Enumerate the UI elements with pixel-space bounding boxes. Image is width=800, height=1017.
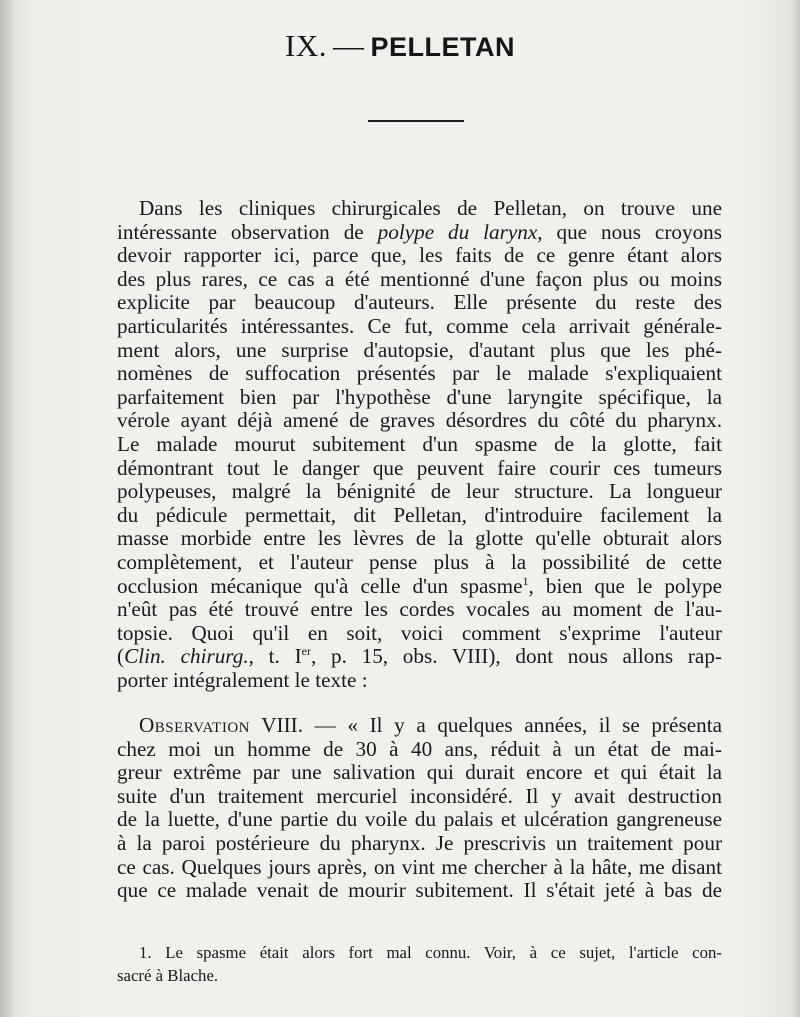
text-line: intéressante observation de polype du larynx, que nous croyons [117,219,723,244]
observation-label: Observation [139,713,251,737]
ordinal-suffix: er [301,644,311,659]
text-line: des plus rares, ce cas a été mentionné d'une façon plus ou moins [117,266,722,291]
text-line: devoir rapporter ici, parce que, les faits de ce genre étant alors [117,243,722,268]
text-line: chez moi un homme de 30 à 40 ans, réduit à un état de mai- [117,736,722,761]
chapter-heading [0,28,800,64]
text-line: (Clin. chirurg., t. Ier, p. 15, obs. VIII), dont nous allons rap- [117,644,722,669]
paragraph-observation [117,714,722,903]
page-binding-shadow [0,0,14,1017]
italic-citation: Clin. chirurg. [124,644,249,669]
footnote-line: sacré à Blache. [117,966,219,985]
footnote-marker: 1 [522,573,529,588]
text-line: parfaitement bien par l'hypothèse d'une laryngite spécifique, la [117,384,722,409]
text-line: à la paroi postérieure du pharynx. Je prescrivis un traitement pour [117,830,722,855]
text-line: Le malade mourut subitement d'un spasme de la glotte, fait [117,431,722,456]
footnote-line: 1. Le spasme était alors fort mal connu. Voir, à ce sujet, l'article con- [139,943,722,962]
text-line: ment alors, une surprise d'autopsie, d'autant plus que les phé- [117,337,722,362]
heading-rule [368,120,464,122]
text-line: nomènes de suffocation présentés par le malade s'expliquaient [117,361,722,386]
text-line: explicite par beaucoup d'auteurs. Elle présente du reste des [117,290,722,315]
text-line: Observation VIII. — « Il y a quelques années, il se présenta [139,713,722,737]
text-line: greur extrême par une salivation qui durait encore et qui était la [117,760,722,785]
text-line: topsie. Quoi qu'il en soit, voici comment s'exprime l'auteur [117,620,722,645]
text-line: complètement, et l'auteur pense plus à la possibilité de cette [117,549,722,574]
chapter-name: PELLETAN [370,32,515,62]
text-line: polypeuses, malgré la bénignité de leur structure. La longueur [117,479,722,504]
paragraph-intro [117,197,722,692]
footnote [117,941,722,987]
text-line: de la luette, d'une partie du voile du palais et ulcération gangreneuse [117,807,722,832]
text-line: démontrant tout le danger que peuvent faire courir ces tumeurs [117,455,722,480]
chapter-separator: — [332,28,365,63]
text-line: du pédicule permettait, dit Pelletan, d'introduire facilement la [117,502,722,527]
text-line: masse morbide entre les lèvres de la glotte qu'elle obturait alors [117,526,722,551]
text-line: suite d'un traitement mercuriel inconsidéré. Il y avait destruction [117,783,722,808]
chapter-number: IX. [285,28,327,63]
text-line: occlusion mécanique qu'à celle d'un spasme$^1$, bien que le polype [117,573,722,598]
text-line: porter intégralement le texte : [117,667,368,692]
text-line: que ce malade venait de mourir subitement. Il s'était jeté à bas de [117,878,722,903]
text-line: particularités intéressantes. Ce fut, comme cela arrivait générale- [117,313,722,338]
italic-term: polype du larynx [377,219,538,244]
text-line: n'eût pas été trouvé entre les cordes vocales au moment de l'au- [117,597,722,622]
text-line: Dans les cliniques chirurgicales de Pelletan, on trouve une [139,196,722,220]
text-line: vérole ayant déjà amené de graves désordres du côté du pharynx. [117,408,722,433]
text-line: ce cas. Quelques jours après, on vint me chercher à la hâte, me disant [117,854,722,879]
